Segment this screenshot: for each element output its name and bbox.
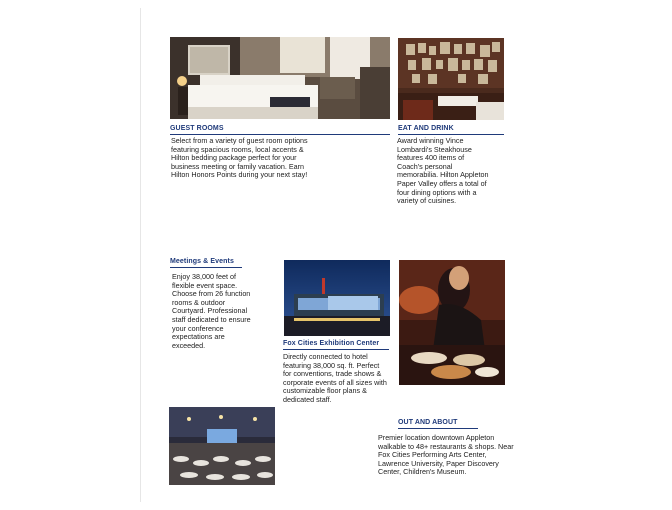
exhibition-heading: Fox Cities Exhibition Center: [283, 340, 380, 347]
ballroom-photo: [169, 407, 275, 485]
meetings-heading: Meetings & Events: [170, 258, 234, 265]
hotel-room-photo: [170, 37, 390, 119]
out-and-about-text: Premier location downtown Appleton walkable to 48+ restaurants & shops. Near Fox Cities Performing Arts Center, Lawrence University, Paper Discovery Center, Children's Museum.: [378, 433, 514, 477]
eat-and-drink-text: Award winning Vince Lombardi's Steakhouse features 400 items of Coach's personal memorabilia. Hilton Appleton Paper Valley offers a total of four dining options with a variety of cuisines.: [397, 136, 489, 206]
meetings-rule: [170, 267, 242, 268]
page-edge-line: [140, 8, 141, 502]
out-and-about-heading: OUT AND ABOUT: [398, 419, 458, 426]
guest-rooms-heading: GUEST ROOMS: [170, 125, 224, 132]
eat-and-drink-heading: EAT AND DRINK: [398, 125, 454, 132]
exhibition-text: Directly connected to hotel featuring 38,000 sq. ft. Perfect for conventions, trade shows & corporate events of all sizes with customizable floor plans & dedicated staff.: [283, 352, 387, 404]
dining-photo: [399, 260, 505, 385]
eat-and-drink-rule: [398, 134, 504, 135]
guest-rooms-text: Select from a variety of guest room options featuring spacious rooms, local accents & Hilton bedding package perfect for your business meeting or family vacation. Earn Hilton Honors Points during your next stay!: [171, 136, 308, 180]
exhibition-rule: [283, 349, 389, 350]
exhibition-center-photo: [284, 260, 390, 336]
out-and-about-rule: [398, 428, 478, 429]
meetings-text: Enjoy 38,000 feet of flexible event space. Choose from 26 function rooms & outdoor Courtyard. Professional staff dedicated to ensure your conference expectations are exceeded.: [172, 272, 251, 350]
guest-rooms-rule: [170, 134, 390, 135]
steakhouse-photo: [398, 38, 504, 120]
